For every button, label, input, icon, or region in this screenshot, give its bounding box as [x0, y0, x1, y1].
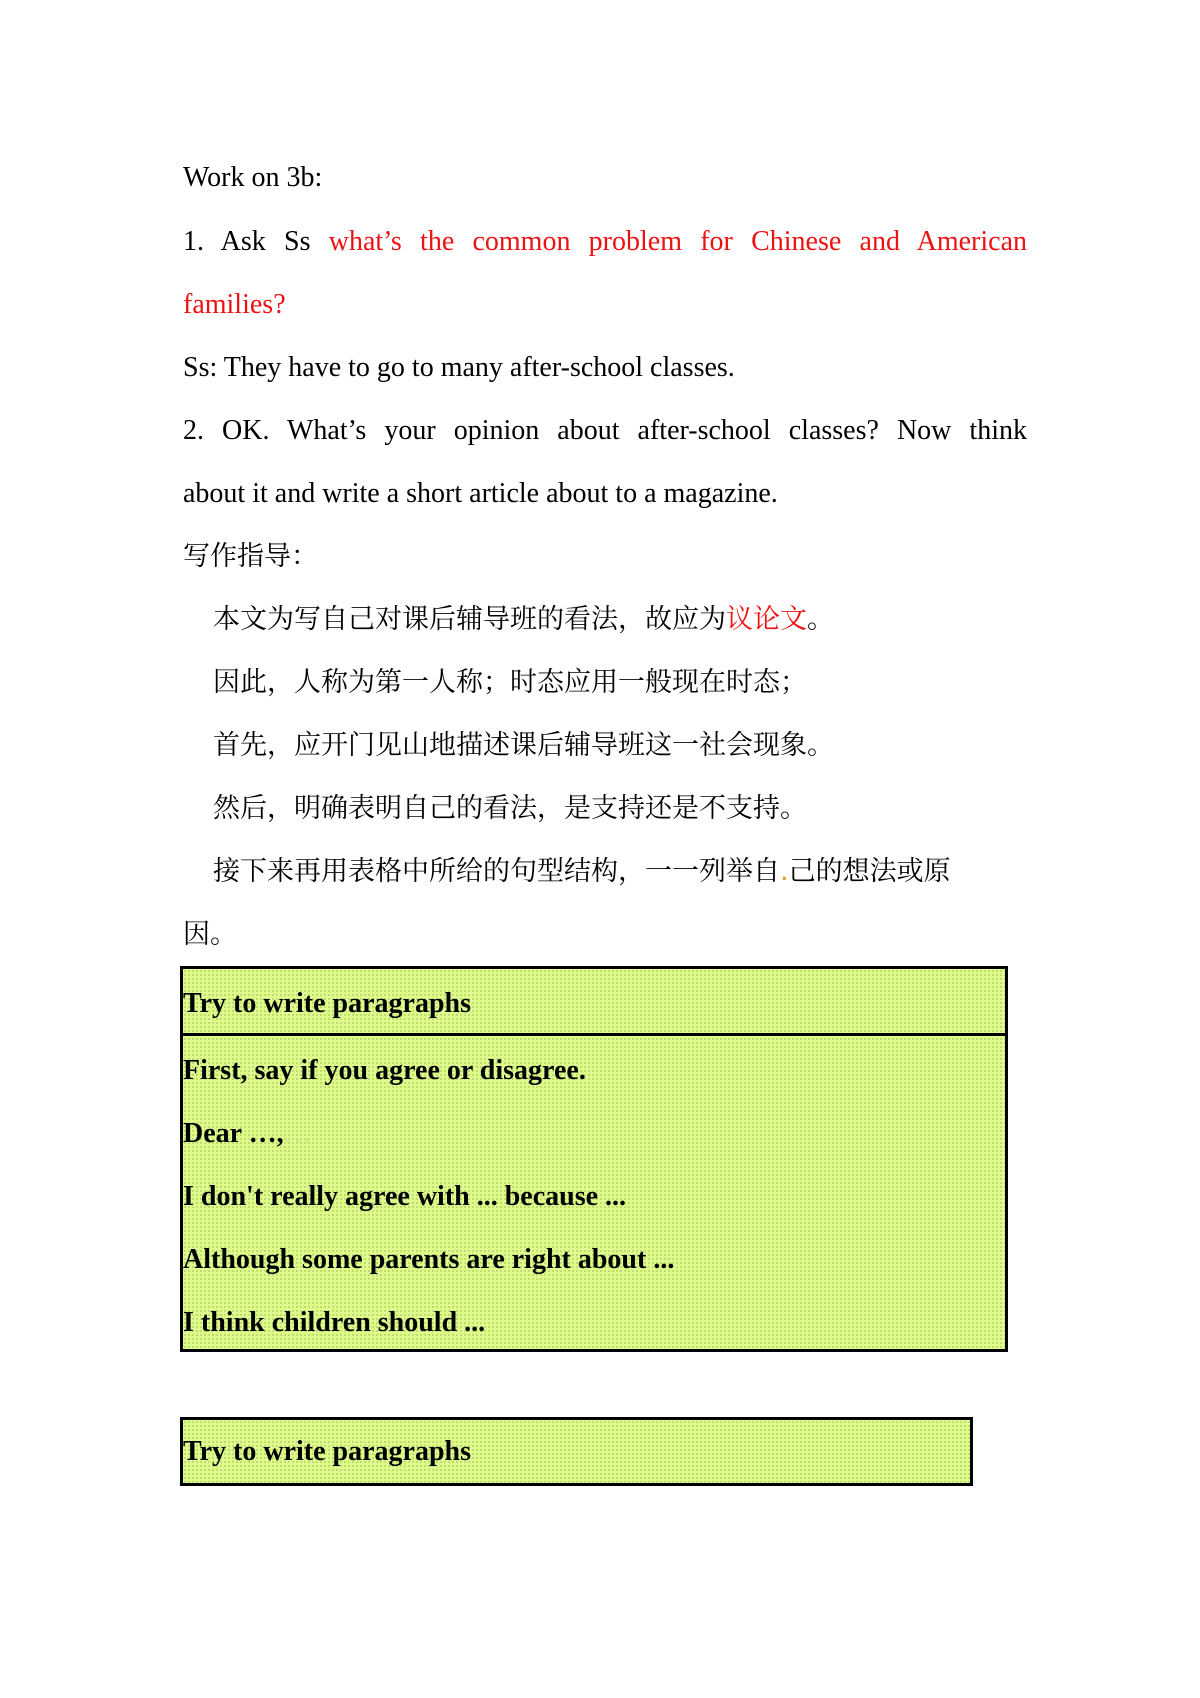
template-dear-text: Dear …, — [183, 1118, 284, 1149]
question-1-line-1 — [183, 222, 1027, 262]
guide-p1-end: 。 — [807, 604, 834, 635]
paragraph-template-box — [180, 966, 1008, 1352]
template-line-dear — [183, 1114, 312, 1154]
guide-paragraph-1 — [213, 600, 1027, 640]
template-line-children: I think children should ... — [183, 1307, 486, 1338]
guide-paragraph-5-line-2: 因。 — [183, 919, 237, 950]
paragraph-template-box-2 — [180, 1417, 973, 1486]
guide-p1-text: 本文为写自己对课后辅导班的看法，故应为 — [213, 604, 726, 635]
question-2-line-1: 2. OK. What’s your opinion about after-school classes? Now think — [183, 415, 1027, 446]
guide-paragraph-4: 然后，明确表明自己的看法，是支持还是不支持。 — [213, 793, 807, 824]
writing-guide-title: 写作指导： — [183, 541, 318, 572]
question-1-line-2: families? — [183, 289, 286, 320]
guide-p5-part-b: 己的想法或原 — [788, 856, 951, 887]
section-heading: Work on 3b: — [183, 162, 323, 193]
guide-p1-essay-type: 议论文 — [726, 604, 807, 635]
paragraph-template-title-2: Try to write paragraphs — [183, 1436, 471, 1467]
template-faint-mark: … — [283, 1118, 312, 1149]
question-2-line-2: about it and write a short article about to a magazine. — [183, 478, 778, 509]
guide-paragraph-3: 首先，应开门见山地描述课后辅导班这一社会现象。 — [213, 730, 834, 761]
template-line-agree: First, say if you agree or disagree. — [183, 1055, 586, 1086]
guide-paragraph-5-line-1 — [213, 852, 1027, 892]
guide-p5-dot: . — [780, 856, 789, 887]
template-line-although: Although some parents are right about ... — [183, 1244, 675, 1275]
question-1-highlight: what’s the common problem for Chinese and American — [328, 226, 1028, 257]
guide-paragraph-2: 因此，人称为第一人称；时态应用一般现在时态； — [213, 667, 807, 698]
paragraph-template-title: Try to write paragraphs — [183, 988, 471, 1019]
paragraph-template-header — [183, 969, 1005, 1036]
guide-p5-part-a: 接下来再用表格中所给的句型结构，一一列举自 — [213, 856, 780, 887]
student-answer: Ss: They have to go to many after-school classes. — [183, 352, 735, 383]
question-1-prefix: 1. Ask Ss — [183, 226, 329, 257]
template-line-disagree: I don't really agree with ... because ... — [183, 1181, 627, 1212]
